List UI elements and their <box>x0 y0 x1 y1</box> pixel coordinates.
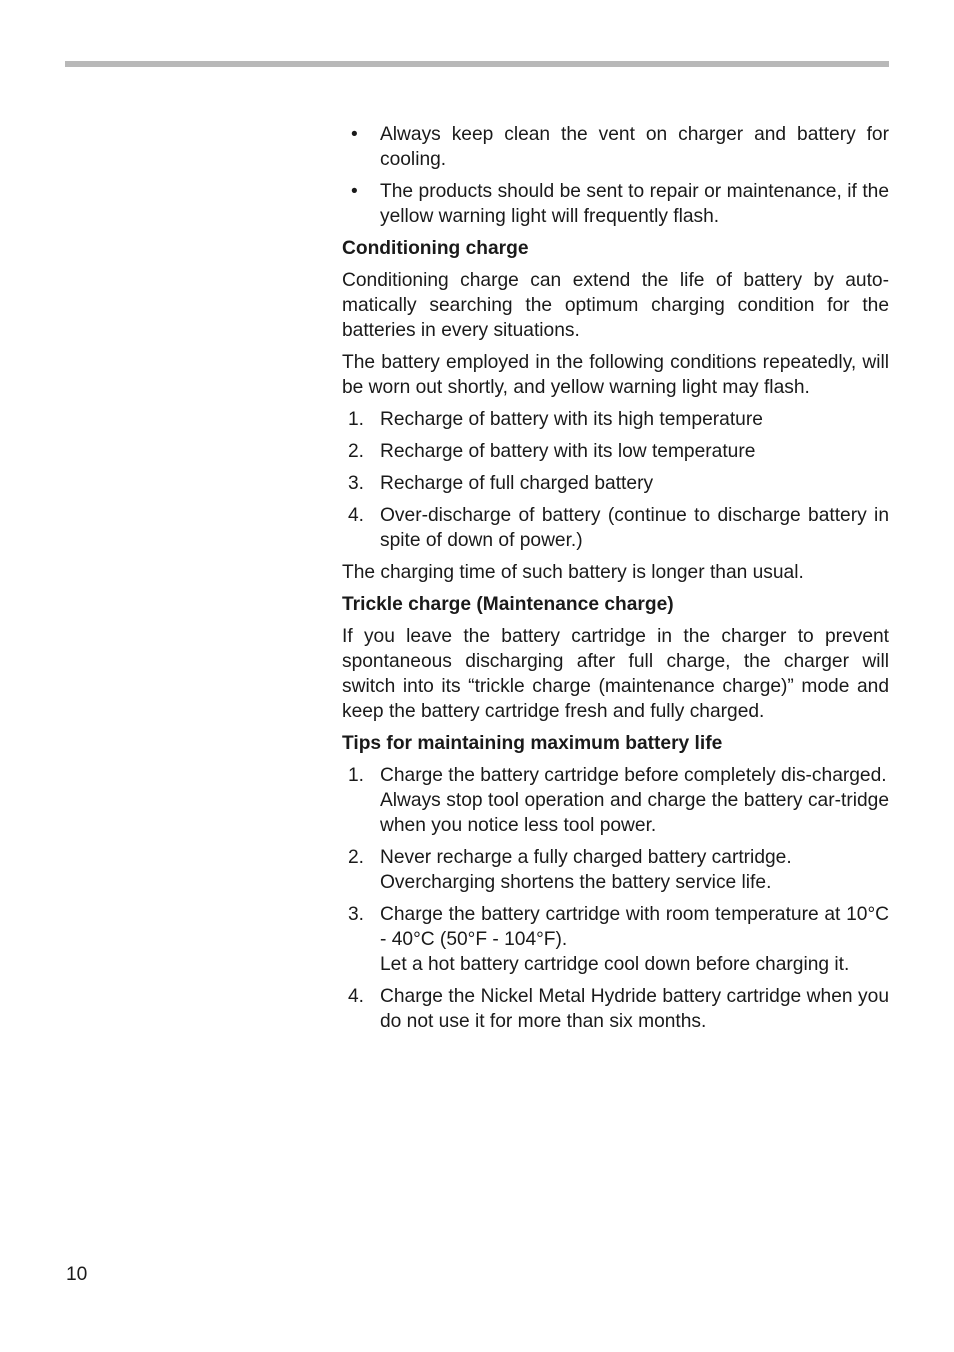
paragraph: If you leave the battery cartridge in the charger to prevent spontaneous discharging after full charge, the charger will switch into its “trickle charge (maintenance charge)” mode and keep the battery cartridge fresh and fully charged. <box>342 626 889 722</box>
tips-list <box>342 763 889 1034</box>
list-item <box>342 503 889 553</box>
list-item <box>342 122 889 172</box>
list-item <box>342 763 889 838</box>
list-item-text: Recharge of battery with its high temperature <box>380 409 763 430</box>
bullet-list <box>342 122 889 229</box>
list-number: 2. <box>348 441 365 462</box>
paragraph: Conditioning charge can extend the life of battery by auto-matically searching the optimum charging condition for the batteries in every situations. <box>342 270 889 341</box>
list-item-text: Charge the Nickel Metal Hydride battery cartridge when you do not use it for more than six months. <box>380 986 889 1032</box>
list-item <box>342 471 889 496</box>
list-item <box>342 902 889 977</box>
list-item-subtext: Let a hot battery cartridge cool down before charging it. <box>380 954 850 975</box>
list-item <box>342 179 889 229</box>
bullet-text: Always keep clean the vent on charger and battery for cooling. <box>380 124 889 170</box>
list-item-text: Charge the battery cartridge before completely dis-charged. <box>380 765 887 786</box>
list-number: 2. <box>348 847 365 868</box>
main-content <box>342 122 889 1041</box>
page-number: 10 <box>66 1264 88 1285</box>
bullet-icon: • <box>351 124 358 145</box>
paragraph: The charging time of such battery is longer than usual. <box>342 562 804 583</box>
list-item-text: Recharge of battery with its low temperature <box>380 441 756 462</box>
conditions-list <box>342 407 889 553</box>
list-item-text: Charge the battery cartridge with room temperature at 10°C - 40°C (50°F - 104°F). <box>380 904 889 950</box>
section-heading-tips: Tips for maintaining maximum battery life <box>342 733 723 754</box>
section-heading-trickle: Trickle charge (Maintenance charge) <box>342 594 674 615</box>
list-item-text: Over-discharge of battery (continue to discharge battery in spite of down of power.) <box>380 505 889 551</box>
list-item-subtext: Overcharging shortens the battery service life. <box>380 872 772 893</box>
list-number: 4. <box>348 986 365 1007</box>
list-number: 1. <box>348 409 365 430</box>
list-item <box>342 984 889 1034</box>
list-number: 4. <box>348 505 365 526</box>
list-item-subtext: Always stop tool operation and charge the battery car-tridge when you notice less tool power. <box>380 790 889 836</box>
list-item <box>342 845 889 895</box>
list-item-text: Recharge of full charged battery <box>380 473 654 494</box>
list-number: 3. <box>348 473 365 494</box>
section-heading-conditioning: Conditioning charge <box>342 238 529 259</box>
list-number: 1. <box>348 765 365 786</box>
list-number: 3. <box>348 904 365 925</box>
header-rule <box>65 61 889 67</box>
bullet-text: The products should be sent to repair or maintenance, if the yellow warning light will frequently flash. <box>380 181 889 227</box>
bullet-icon: • <box>351 181 358 202</box>
paragraph: The battery employed in the following conditions repeatedly, will be worn out shortly, and yellow warning light may flash. <box>342 352 889 398</box>
list-item-text: Never recharge a fully charged battery cartridge. <box>380 847 792 868</box>
list-item <box>342 439 889 464</box>
list-item <box>342 407 889 432</box>
